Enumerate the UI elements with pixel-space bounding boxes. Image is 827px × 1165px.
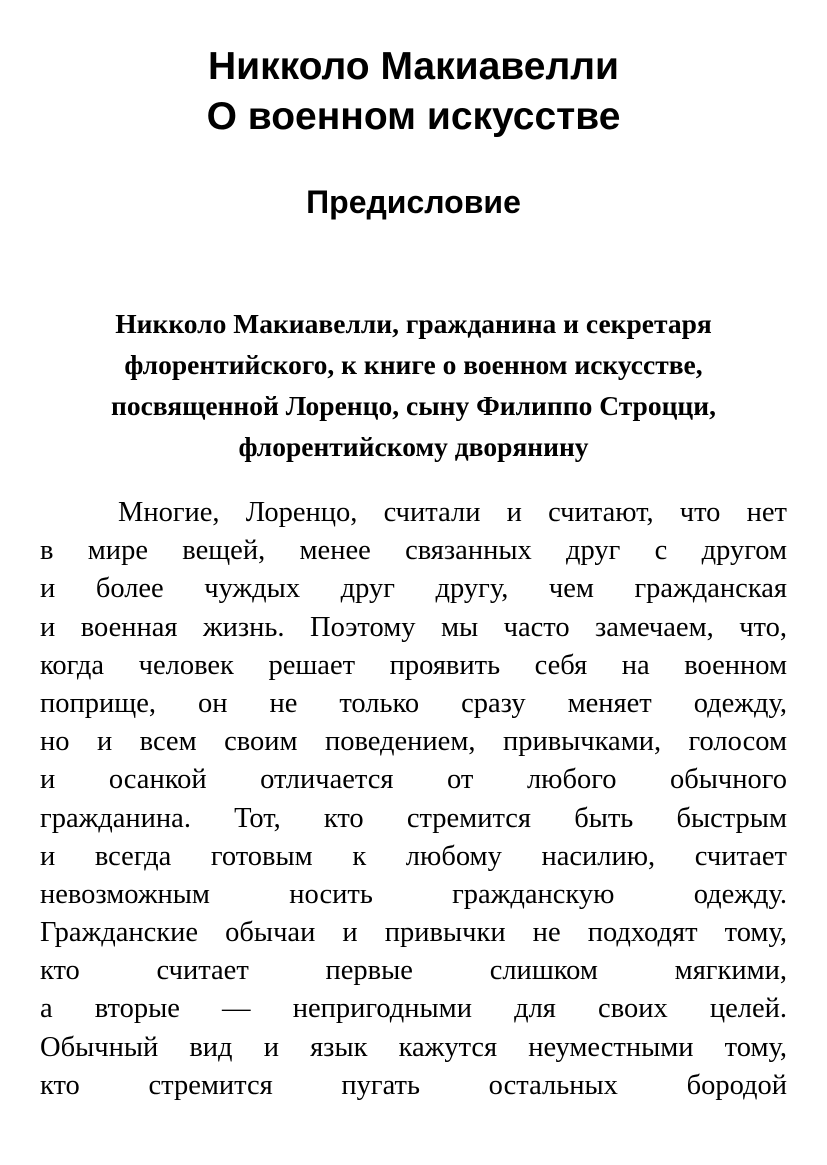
body-line: и более чуждых друг другу, чем гражданская	[40, 573, 787, 605]
body-line: Гражданские обычаи и привычки не подходят тому,	[40, 917, 787, 949]
book-title: О военном искусстве	[206, 95, 621, 138]
body-line: и военная жизнь. Поэтому мы часто замечаем, что,	[40, 611, 787, 643]
body-line: когда человек решает проявить себя на военном	[40, 649, 787, 681]
dedication-line: посвященной Лоренцо, сыну Филиппо Строцци,	[111, 390, 716, 421]
body-line: но и всем своим поведением, привычками, голосом	[40, 726, 787, 758]
dedication-line: Никколо Макиавелли, гражданина и секретаря	[115, 308, 712, 339]
body-line: Обычный вид и язык кажутся неуместными тому,	[40, 1031, 787, 1063]
author-name: Никколо Макиавелли	[208, 45, 619, 88]
body-line: кто считает первые слишком мягкими,	[40, 955, 787, 987]
dedication-line: флорентийского, к книге о военном искусстве,	[124, 349, 703, 380]
body-line: в мире вещей, менее связанных друг с другом	[40, 535, 787, 567]
body-line: а вторые — непригодными для своих целей.	[40, 993, 787, 1025]
body-line: гражданина. Тот, кто стремится быть быстрым	[40, 802, 787, 834]
body-line: кто стремится пугать остальных бородой	[40, 1069, 787, 1101]
body-line: Многие, Лоренцо, считали и считают, что нет	[118, 497, 787, 528]
body-line: невозможным носить гражданскую одежду.	[40, 878, 787, 910]
section-title: Предисловие	[306, 184, 521, 220]
body-line: и всегда готовым к любому насилию, считает	[40, 840, 787, 872]
body-line: поприще, он не только сразу меняет одежду,	[40, 687, 787, 719]
dedication-line: флорентийскому дворянину	[238, 431, 589, 462]
title-block	[0, 42, 827, 142]
body-line: и осанкой отличается от любого обычного	[40, 764, 787, 796]
body-paragraph	[40, 494, 787, 1105]
dedication-heading	[30, 303, 797, 467]
